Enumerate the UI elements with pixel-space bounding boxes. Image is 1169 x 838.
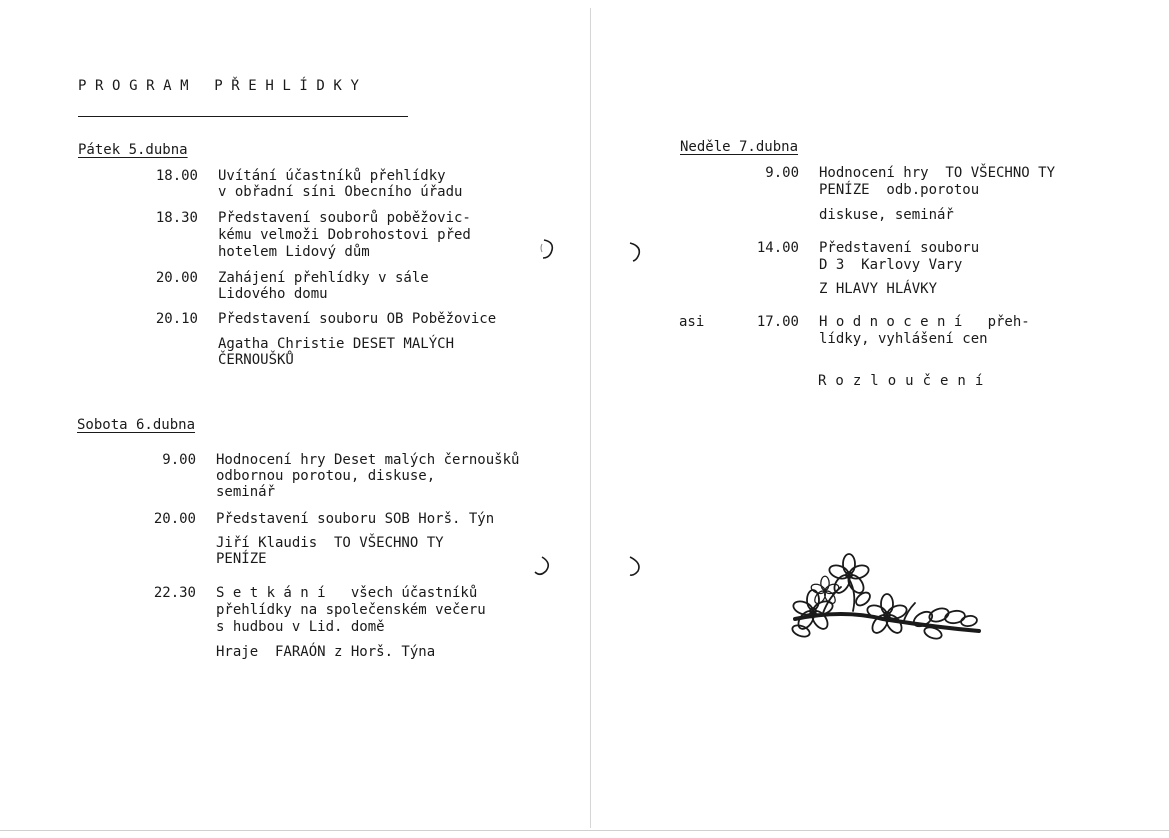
punch-hole-mark	[532, 555, 552, 577]
event-time: 20.10	[155, 311, 198, 327]
event-time: 17.00	[756, 314, 799, 330]
page-edge	[0, 830, 1169, 831]
event-text: Hraje FARAÓN z Horš. Týna	[216, 644, 436, 660]
event-text: Hodnocení hry Deset malých černoušků	[216, 452, 520, 468]
event-text: s hudbou v Lid. domě	[216, 619, 385, 635]
event-time: 20.00	[155, 270, 198, 286]
event-time: 22.30	[153, 585, 196, 601]
event-text: Představení souboru	[819, 240, 980, 256]
event-text: Představení souboru SOB Horš. Týn	[216, 511, 495, 527]
event-text: D 3 Karlovy Vary	[819, 257, 963, 273]
event-text: Agatha Christie DESET MALÝCH	[218, 336, 455, 352]
event-text: PENÍZE	[216, 551, 267, 567]
event-time: 18.00	[155, 168, 198, 184]
event-text: lídky, vyhlášení cen	[819, 331, 988, 347]
page-fold	[590, 8, 591, 828]
event-time: 9.00	[765, 165, 799, 181]
event-text: Uvítání účastníků přehlídky	[218, 168, 446, 184]
event-text: Lidového domu	[218, 286, 328, 302]
day-heading-friday: Pátek 5.dubna	[78, 142, 188, 158]
flower-branch-icon	[783, 553, 983, 645]
event-time: 20.00	[153, 511, 196, 527]
event-text: Představení souborů poběžovic-	[218, 210, 471, 226]
event-time: 14.00	[756, 240, 799, 256]
event-text: Představení souboru OB Poběžovice	[218, 311, 497, 327]
day-heading-saturday: Sobota 6.dubna	[77, 417, 196, 433]
farewell-text: Rozloučení	[818, 373, 993, 389]
event-text: v obřadní síni Obecního úřadu	[218, 184, 463, 200]
event-text: přehlídky na společenském večeru	[216, 602, 486, 618]
punch-hole-mark	[626, 555, 646, 577]
event-text: ČERNOUŠKŮ	[218, 352, 294, 368]
program-title: PROGRAM PŘEHLÍDKY	[78, 78, 368, 94]
punch-hole-mark	[538, 238, 558, 260]
event-time-prefix: asi	[679, 314, 705, 330]
event-text: Jiří Klaudis TO VŠECHNO TY	[216, 535, 444, 551]
event-text: kému velmoži Dobrohostovi před	[218, 227, 471, 243]
punch-hole-mark	[627, 240, 647, 262]
event-time: 9.00	[162, 452, 196, 468]
event-text: H o d n o c e n í přeh-	[819, 314, 1030, 330]
event-text: Hodnocení hry TO VŠECHNO TY	[819, 165, 1056, 181]
event-text: odbornou porotou, diskuse,	[216, 468, 436, 484]
title-rule	[78, 116, 408, 117]
event-text: Z HLAVY HLÁVKY	[819, 281, 938, 297]
flower-branch-ornament	[783, 553, 983, 645]
event-text: diskuse, seminář	[819, 207, 954, 223]
event-text: PENÍZE odb.porotou	[819, 182, 980, 198]
event-time: 18.30	[155, 210, 198, 226]
event-text: seminář	[216, 484, 276, 500]
event-text: hotelem Lidový dům	[218, 244, 370, 260]
day-heading-sunday: Neděle 7.dubna	[680, 139, 799, 155]
event-text: S e t k á n í všech účastníků	[216, 585, 478, 601]
event-text: Zahájení přehlídky v sále	[218, 270, 429, 286]
